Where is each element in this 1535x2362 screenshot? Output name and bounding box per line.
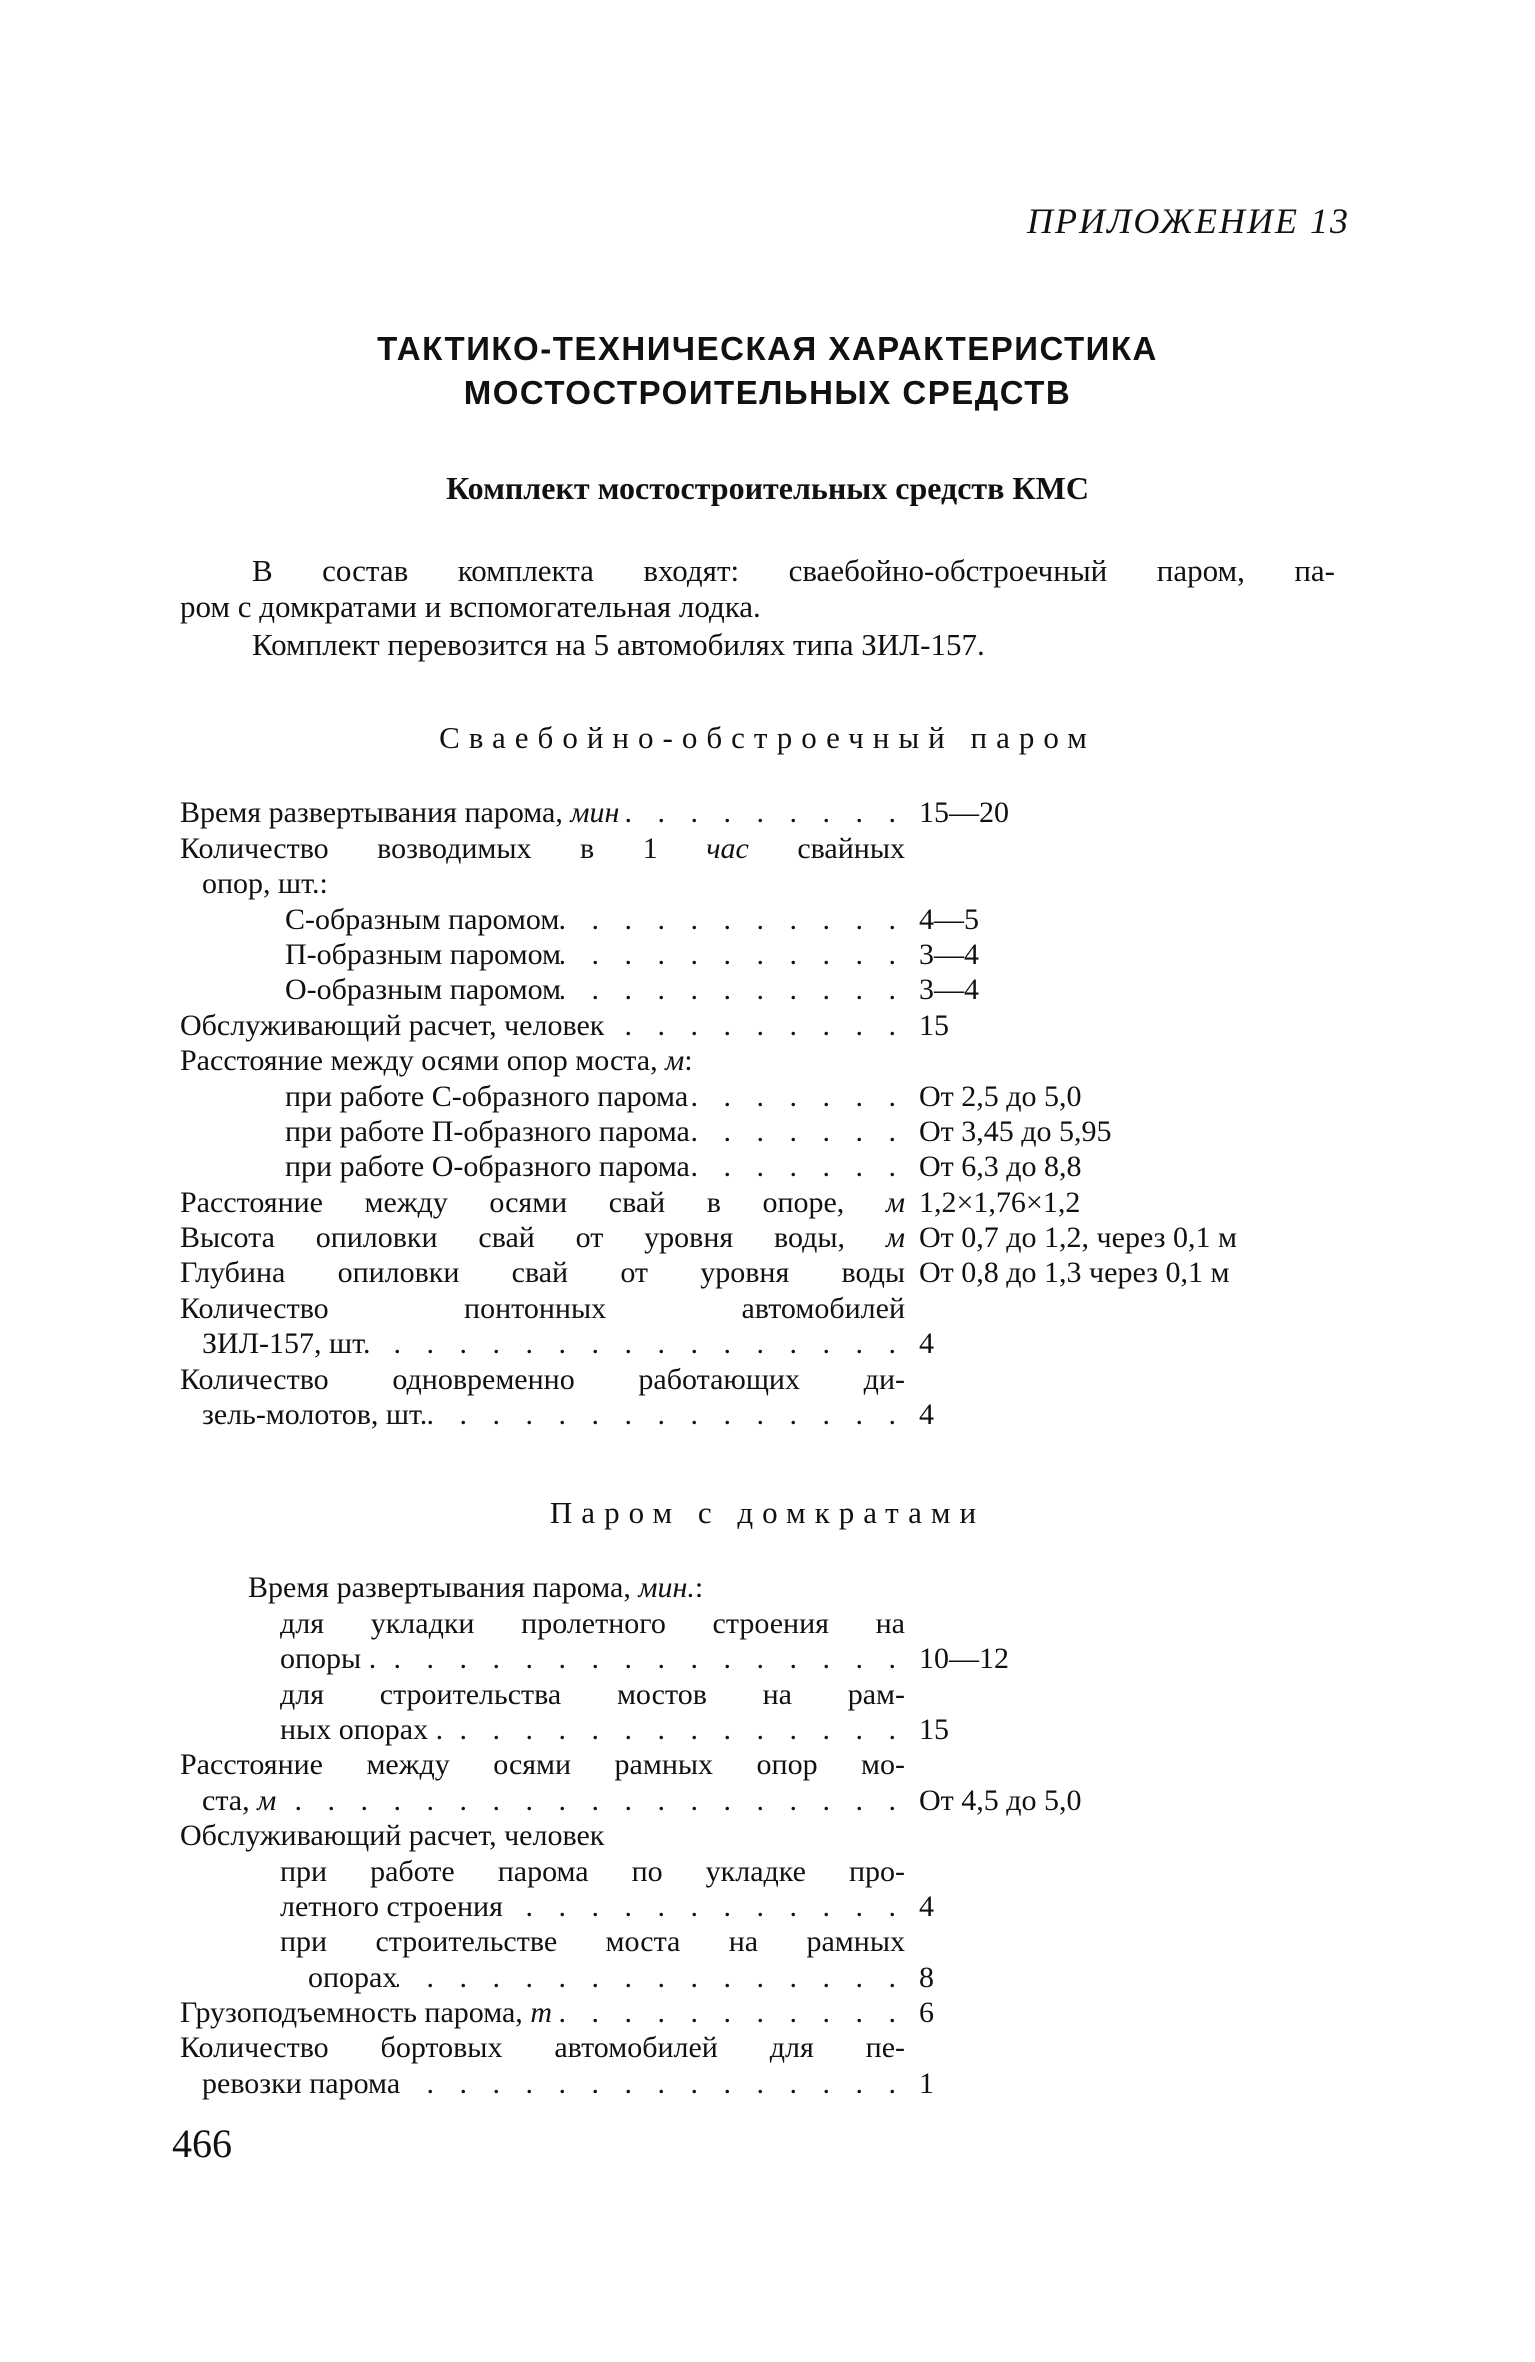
spec-row xyxy=(180,1290,1380,1325)
spec-label xyxy=(180,2066,905,2101)
dot-leader xyxy=(397,1960,905,1995)
spec-row xyxy=(180,1007,1380,1042)
dot-leader xyxy=(276,1783,905,1818)
spec-row xyxy=(180,1818,1380,1853)
spec-label-text xyxy=(180,1818,604,1853)
spec-row xyxy=(180,1570,1380,1605)
spec-label-text xyxy=(280,1854,905,1889)
label-text: при работе парома по укладке про- xyxy=(280,1854,905,1888)
spec-label-text xyxy=(280,1924,905,1959)
label-text: опорах xyxy=(308,1960,398,1994)
spec-value: 15 xyxy=(919,1712,949,1746)
spec-row xyxy=(180,1220,1380,1255)
spec-label xyxy=(180,937,905,972)
dot-leader xyxy=(619,795,905,830)
unit-text: м xyxy=(257,1783,277,1817)
label-text: опор, шт.: xyxy=(202,867,328,901)
label-text: С-образным паромом xyxy=(285,902,560,936)
spec-label xyxy=(180,1008,905,1043)
appendix-label: ПРИЛОЖЕНИЕ 13 xyxy=(1027,201,1350,241)
spec-label-text xyxy=(202,2066,400,2101)
label-text: : xyxy=(694,1571,704,1605)
spec-label xyxy=(180,1747,905,1782)
label-text: свайных xyxy=(748,831,905,865)
spec-label xyxy=(180,1924,905,1959)
spec-value: От 0,7 до 1,2, через 0,1 м xyxy=(919,1221,1237,1255)
label-text: О-образным паромом xyxy=(285,973,561,1007)
spec-label-text xyxy=(180,1220,905,1255)
label-text: Количество одновременно работающих ди- xyxy=(180,1362,905,1396)
dot-leader xyxy=(371,1326,906,1361)
spec-label-text xyxy=(180,2030,905,2065)
paragraph-line: Комплект перевозится на 5 автомобилях типа ЗИЛ-157. xyxy=(252,627,985,662)
spec-row xyxy=(180,1995,1380,2030)
spec-label-text xyxy=(280,1712,443,1747)
label-text: Расстояние между осями рамных опор мо- xyxy=(180,1748,905,1782)
spec-value: От 0,8 до 1,3 через 0,1 м xyxy=(919,1256,1230,1290)
spec-value: От 4,5 до 5,0 xyxy=(919,1783,1082,1817)
page-title-line-1: ТАКТИКО-ТЕХНИЧЕСКАЯ ХАРАКТЕРИСТИКА xyxy=(377,330,1158,367)
unit-text: м xyxy=(885,1185,905,1219)
spec-label xyxy=(180,866,905,901)
spec-value: 1,2×1,76×1,2 xyxy=(919,1185,1081,1219)
dot-leader xyxy=(690,1149,905,1184)
spec-row xyxy=(180,1889,1380,1924)
spec-row xyxy=(180,830,1380,865)
spec-label xyxy=(180,902,905,937)
label-text: зель-молотов, шт. xyxy=(202,1398,428,1432)
spec-value: 3—4 xyxy=(919,973,979,1007)
spec-row xyxy=(180,2030,1380,2065)
paragraph-line: В состав комплекта входят: сваебойно-обстроечный паром, па- xyxy=(252,553,1335,588)
spec-row xyxy=(180,1853,1380,1888)
label-text: ста, xyxy=(202,1783,258,1817)
label-text: ных опорах . xyxy=(280,1712,444,1746)
spec-label xyxy=(180,1712,905,1747)
spec-label xyxy=(180,1854,905,1889)
label-text: Количество бортовых автомобилей для пе- xyxy=(180,2031,905,2065)
label-text: Время развертывания парома, xyxy=(180,796,571,830)
spec-row xyxy=(180,1782,1380,1817)
spec-row xyxy=(180,1959,1380,1994)
spec-value: 10—12 xyxy=(919,1642,1009,1676)
spec-label xyxy=(180,1326,905,1361)
spec-row xyxy=(180,866,1380,901)
spec-label xyxy=(180,1995,905,2030)
spec-label-text xyxy=(180,831,905,866)
spec-value: 15—20 xyxy=(919,796,1009,830)
spec-value: От 3,45 до 5,95 xyxy=(919,1114,1112,1148)
label-text: Обслуживающий расчет, человек xyxy=(180,1008,605,1042)
dot-leader xyxy=(559,902,905,937)
label-text: при работе О-образного парома xyxy=(285,1150,690,1184)
label-text: ЗИЛ-157, шт. xyxy=(202,1327,371,1361)
spec-label-text xyxy=(248,1570,703,1605)
section-heading-jack-ferry: Паром с домкратами xyxy=(549,1495,986,1530)
spec-label-text xyxy=(280,1889,503,1924)
dot-leader xyxy=(503,1889,905,1924)
unit-text: час xyxy=(706,831,749,865)
unit-text: м xyxy=(665,1044,685,1078)
label-text: для укладки пролетного строения на xyxy=(280,1606,905,1640)
spec-label xyxy=(180,1889,905,1924)
label-text: при работе С-образного парома xyxy=(285,1079,689,1113)
spec-label xyxy=(180,1818,905,1853)
label-text: П-образным паромом xyxy=(285,937,561,971)
spec-label xyxy=(180,1255,905,1290)
dot-leader xyxy=(561,972,905,1007)
unit-text: мин xyxy=(570,796,620,830)
spec-label xyxy=(180,1570,905,1605)
spec-label-text xyxy=(308,1960,397,1995)
spec-label-text xyxy=(180,1362,905,1397)
section-heading-pile-driving-ferry: Сваебойно-обстроечный паром xyxy=(439,720,1096,755)
spec-list-pile-driving-ferry xyxy=(180,795,1380,1432)
spec-label xyxy=(180,1960,905,1995)
spec-label-text xyxy=(280,1606,905,1641)
spec-row xyxy=(180,1747,1380,1782)
spec-label-text xyxy=(180,795,619,830)
spec-label-text xyxy=(180,1008,604,1043)
spec-label-text xyxy=(202,1783,276,1818)
label-text: Высота опиловки свай от уровня воды, xyxy=(180,1221,886,1255)
spec-row xyxy=(180,1605,1380,1640)
spec-row xyxy=(180,901,1380,936)
spec-row xyxy=(180,1361,1380,1396)
spec-row xyxy=(180,937,1380,972)
spec-label xyxy=(180,1362,905,1397)
spec-label-text xyxy=(202,866,328,901)
spec-row xyxy=(180,1676,1380,1711)
spec-label xyxy=(180,1677,905,1712)
label-text: при строительстве моста на рамных xyxy=(280,1925,905,1959)
spec-label xyxy=(180,1185,905,1220)
dot-leader xyxy=(688,1079,905,1114)
spec-label-text xyxy=(180,1185,905,1220)
spec-label-text xyxy=(180,1255,905,1290)
dot-leader xyxy=(427,1397,905,1432)
spec-label xyxy=(180,1079,905,1114)
spec-label-text xyxy=(180,1043,693,1078)
spec-label xyxy=(180,795,905,830)
page-title-line-2: МОСТОСТРОИТЕЛЬНЫХ СРЕДСТВ xyxy=(463,374,1072,411)
dot-leader xyxy=(561,937,905,972)
spec-row xyxy=(180,1255,1380,1290)
spec-value: От 6,3 до 8,8 xyxy=(919,1150,1082,1184)
spec-value: От 2,5 до 5,0 xyxy=(919,1079,1082,1113)
spec-label-text xyxy=(180,1995,552,2030)
spec-label-text xyxy=(202,1326,371,1361)
label-text: Количество возводимых в 1 xyxy=(180,831,707,865)
spec-label-text xyxy=(180,1747,905,1782)
spec-label-text xyxy=(280,1641,376,1676)
spec-row xyxy=(180,972,1380,1007)
spec-row xyxy=(180,1641,1380,1676)
spec-label xyxy=(180,1783,905,1818)
label-text: Грузоподъемность парома, xyxy=(180,1996,531,2030)
label-text: для строительства мостов на рам- xyxy=(280,1677,905,1711)
spec-value: 6 xyxy=(919,1996,934,2030)
spec-label-text xyxy=(285,1149,690,1184)
spec-value: 4—5 xyxy=(919,902,979,936)
spec-value: 1 xyxy=(919,2066,934,2100)
label-text: Расстояние между осями свай в опоре, xyxy=(180,1185,886,1219)
spec-row xyxy=(180,1078,1380,1113)
spec-label-text xyxy=(285,1114,690,1149)
dot-leader xyxy=(376,1641,905,1676)
spec-value: 8 xyxy=(919,1960,934,1994)
unit-text: т xyxy=(530,1996,552,2030)
label-text: Расстояние между осями опор моста, xyxy=(180,1044,666,1078)
dot-leader xyxy=(400,2066,905,2101)
label-text: : xyxy=(684,1044,693,1078)
spec-label xyxy=(180,1114,905,1149)
spec-row xyxy=(180,1043,1380,1078)
page-number: 466 xyxy=(172,2121,232,2166)
spec-label xyxy=(180,1220,905,1255)
spec-label-text xyxy=(285,902,559,937)
unit-text: м xyxy=(885,1221,905,1255)
spec-row xyxy=(180,2065,1380,2100)
dot-leader xyxy=(552,1995,905,2030)
spec-label-text xyxy=(180,1291,905,1326)
spec-label-text xyxy=(285,1079,688,1114)
spec-row xyxy=(180,1326,1380,1361)
paragraph-line: ром с домкратами и вспомогательная лодка. xyxy=(180,589,761,624)
dot-leader xyxy=(690,1114,905,1149)
spec-label xyxy=(180,2030,905,2065)
spec-label xyxy=(180,1397,905,1432)
label-text: ревозки парома xyxy=(202,2066,401,2100)
spec-row xyxy=(180,795,1380,830)
spec-row xyxy=(180,1149,1380,1184)
spec-label-text xyxy=(202,1397,427,1432)
label-text: летного строения xyxy=(280,1889,503,1923)
label-text: Обслуживающий расчет, человек xyxy=(180,1819,605,1853)
spec-value: 4 xyxy=(919,1398,934,1432)
spec-label xyxy=(180,972,905,1007)
label-text: Глубина опиловки свай от уровня воды xyxy=(180,1256,905,1290)
label-text: Количество понтонных автомобилей xyxy=(180,1291,905,1325)
spec-row xyxy=(180,1397,1380,1432)
label-text: опоры . xyxy=(280,1642,377,1676)
dot-leader xyxy=(443,1712,905,1747)
spec-label xyxy=(180,1149,905,1184)
unit-text: мин. xyxy=(638,1571,695,1605)
spec-label-text xyxy=(285,937,561,972)
dot-leader xyxy=(604,1008,905,1043)
spec-label xyxy=(180,1641,905,1676)
spec-label-text xyxy=(280,1677,905,1712)
spec-row xyxy=(180,1924,1380,1959)
spec-label-text xyxy=(285,972,561,1007)
subtitle: Комплект мостостроительных средств КМС xyxy=(446,470,1089,506)
spec-label xyxy=(180,1043,905,1078)
spec-label xyxy=(180,831,905,866)
spec-row xyxy=(180,1712,1380,1747)
spec-row xyxy=(180,1184,1380,1219)
label-text: Время развертывания парома, xyxy=(248,1571,639,1605)
spec-row xyxy=(180,1114,1380,1149)
spec-value: 3—4 xyxy=(919,937,979,971)
spec-label xyxy=(180,1291,905,1326)
spec-label xyxy=(180,1606,905,1641)
spec-value: 4 xyxy=(919,1889,934,1923)
label-text: при работе П-образного парома xyxy=(285,1114,690,1148)
spec-value: 4 xyxy=(919,1327,934,1361)
spec-list-jack-ferry xyxy=(180,1570,1380,2101)
spec-value: 15 xyxy=(919,1008,949,1042)
